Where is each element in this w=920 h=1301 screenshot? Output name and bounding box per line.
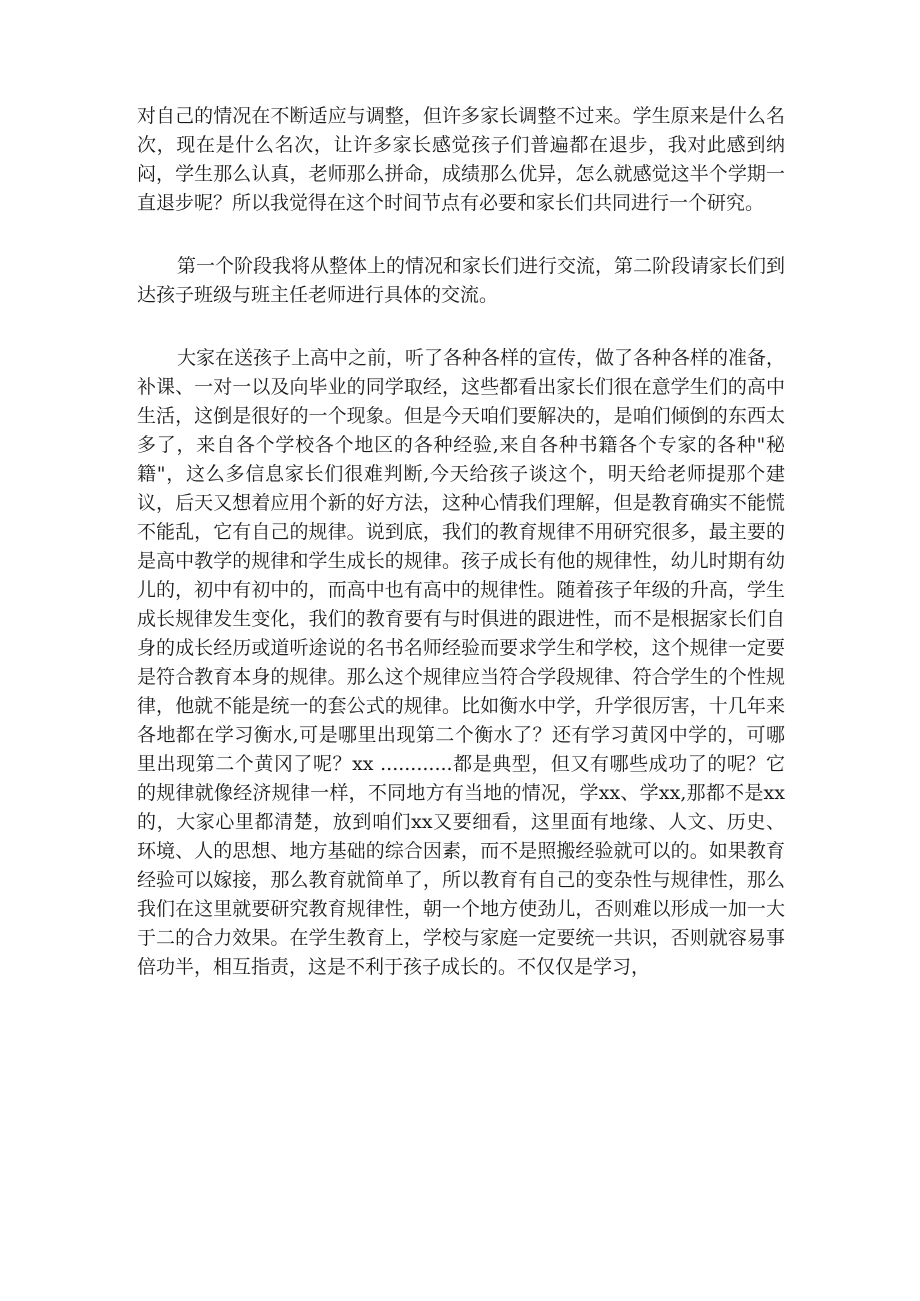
paragraph-3: 大家在送孩子上高中之前，听了各种各样的宣传，做了各种各样的准备，补课、一对一以及向毕业的同学取经，这些都看出家长们很在意学生们的高中生活，这倒是很好的一个现象。但是今天咱们要解决的，是咱们倾倒的东西太多了，来自各个学校各个地区的各种经验,来自各种书籍各个专家的各种"秘籍"，这么多信息家长们很难判断,今天给孩子谈这个，明天给老师提那个建议，后天又想着应用个新的好方法，这种心情我们理解，但是教育确实不能慌不能乱，它有自己的规律。说到底，我们的教育规律不用研究很多，最主要的是高中教学的规律和学生成长的规律。孩子成长有他的规律性，幼儿时期有幼儿的，初中有初中的，而高中也有高中的规律性。随着孩子年级的升高，学生成长规律发生变化，我们的教育要有与时俱进的跟进性，而不是根据家长们自身的成长经历或道听途说的名书名师经验而要求学生和学校，这个规律一定要是符合教育本身的规律。那么这个规律应当符合学段规律、符合学生的个性规律，他就不能是统一的套公式的规律。比如衡水中学，升学很厉害，十几年来各地都在学习衡水,可是哪里出现第二个衡水了？还有学习黄冈中学的，可哪里出现第二个黄冈了呢？xx ............都是典型，但又有哪些成功了的呢？它的规律就像经济规律一样，不同地方有当地的情况，学xx、学xx,那都不是xx的，大家心里都清楚，放到咱们xx又要细看，这里面有地缘、人文、历史、环境、人的思想、地方基础的综合因素，而不是照搬经验就可以的。如果教育经验可以嫁接，那么教育就简单了，所以教育有自己的变杂性与规律性，那么我们在这里就要研究教育规律性，朝一个地方使劲儿，否则难以形成一加一大于二的合力效果。在学生教育上，学校与家庭一定要统一共识，否则就容易事倍功半，相互指责，这是不利于孩子成长的。不仅仅是学习， <box>137 347 786 978</box>
paragraph-1: 对自己的情况在不断适应与调整，但许多家长调整不过来。学生原来是什么名次，现在是什么名次，让许多家长感觉孩子们普遍都在退步，我对此感到纳闷，学生那么认真，老师那么拼命，成绩那么优异，怎么就感觉这半个学期一直退步呢？所以我觉得在这个时间节点有必要和家长们共同进行一个研究。 <box>137 105 785 214</box>
document-page <box>137 102 785 982</box>
paragraph-2: 第一个阶段我将从整体上的情况和家长们进行交流，第二阶段请家长们到达孩子班级与班主任老师进行具体的交流。 <box>137 255 786 306</box>
